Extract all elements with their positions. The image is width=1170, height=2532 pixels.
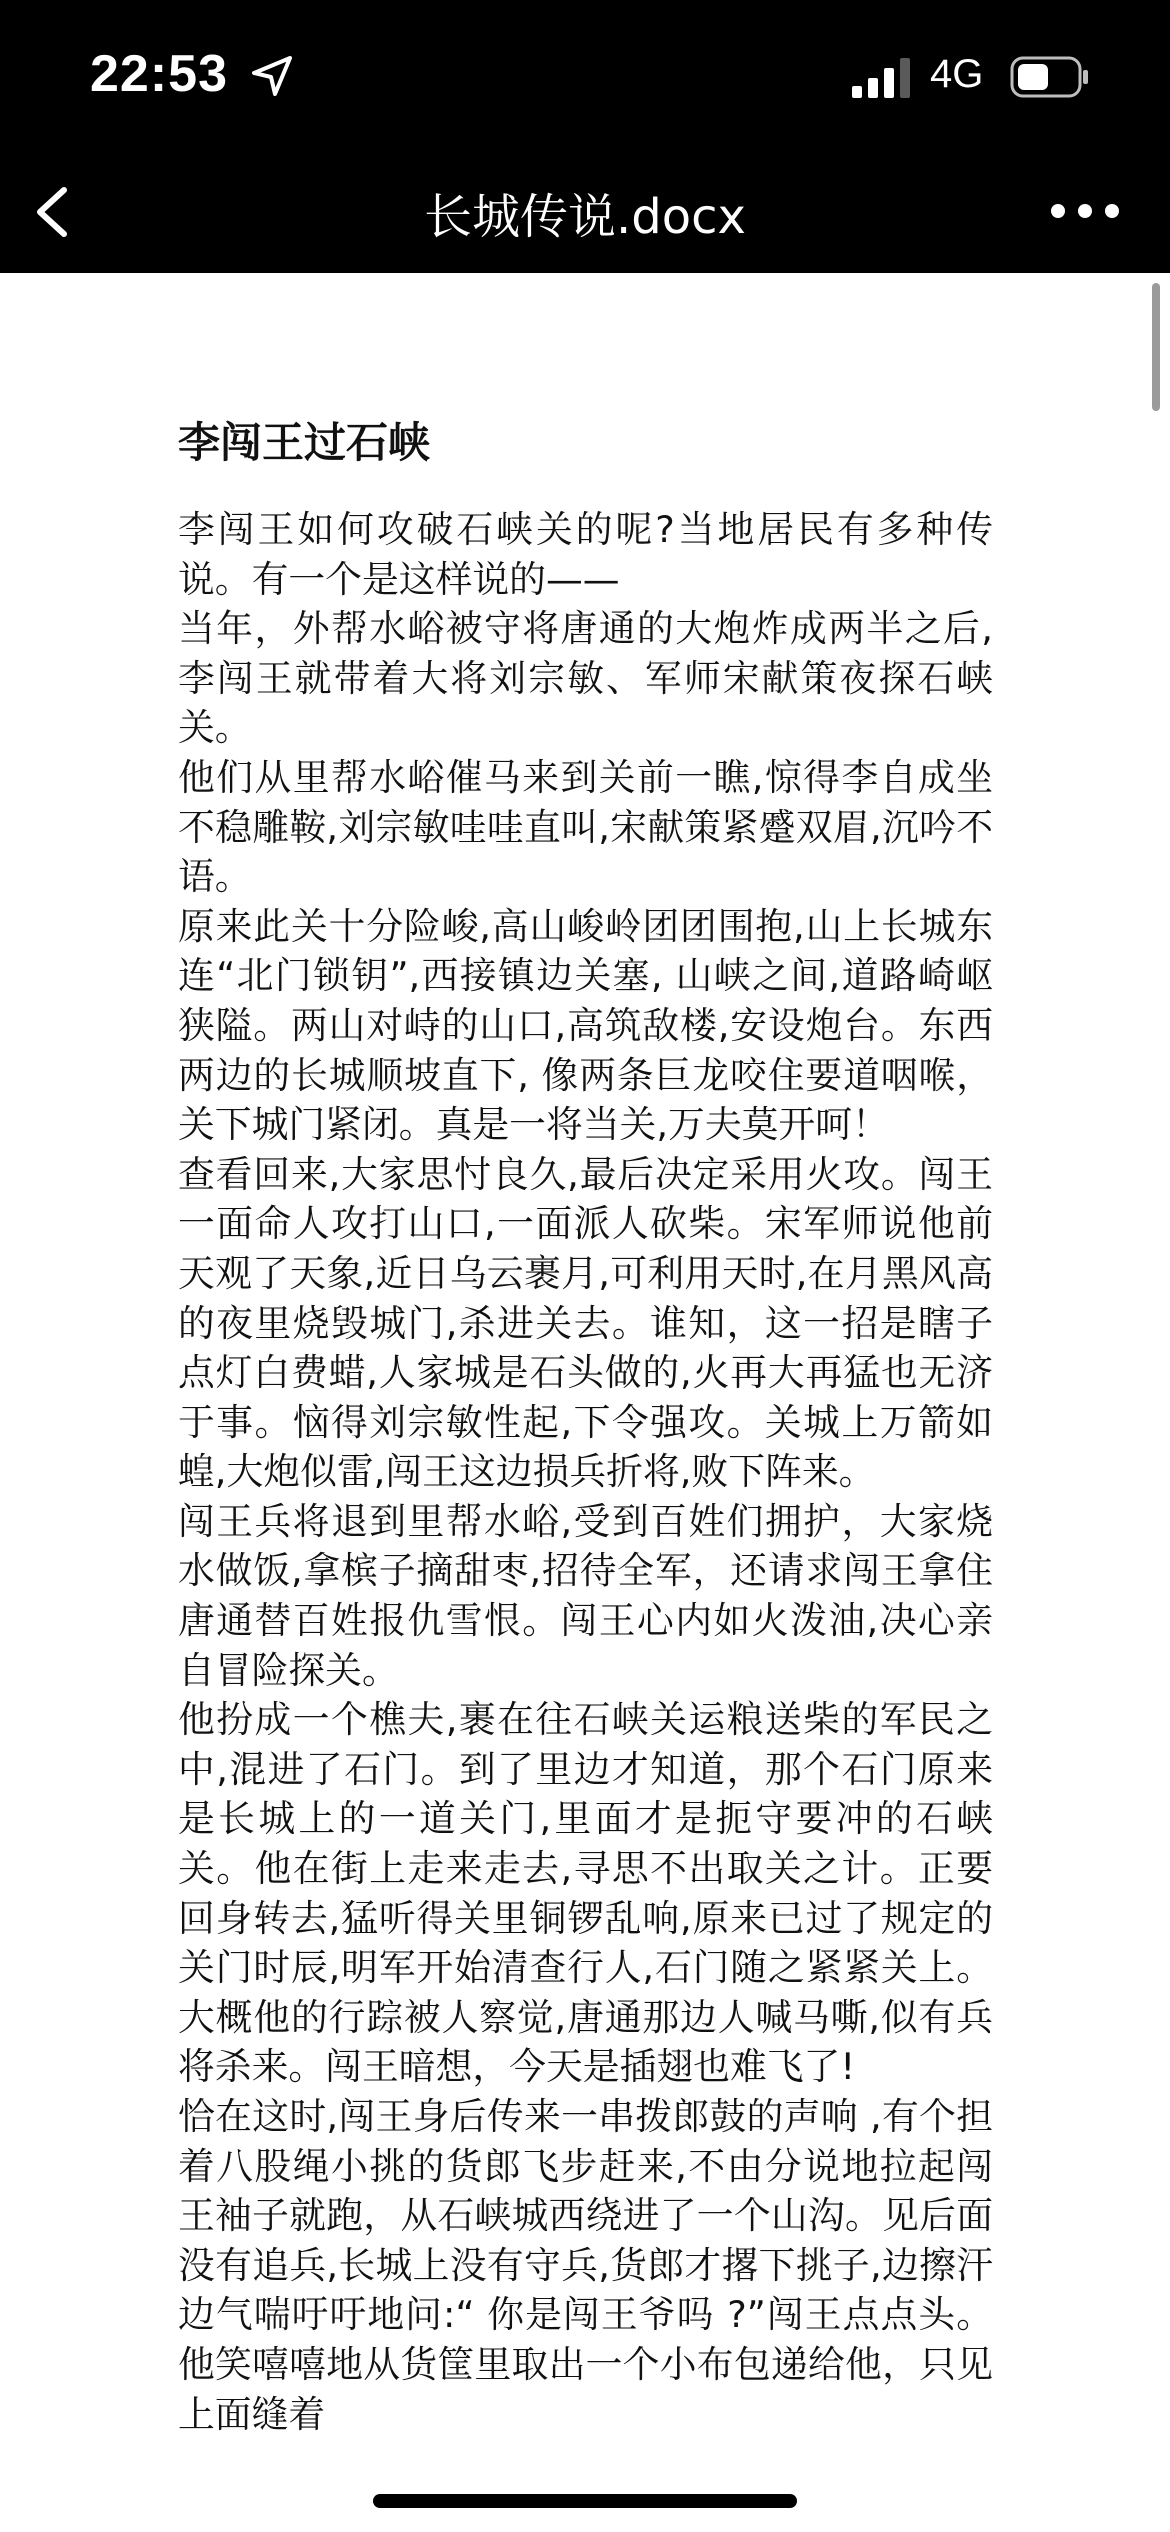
nav-bar: [0, 150, 1170, 273]
scrollbar-thumb[interactable]: [1152, 283, 1160, 411]
paragraph: 他们从里帮水峪催马来到关前一瞧,惊得李自成坐不稳雕鞍,刘宗敏哇哇直叫,宋献策紧蹙双眉,沉吟不语。: [178, 755, 993, 899]
status-bar: [0, 0, 1170, 150]
cellular-signal-icon: [852, 58, 914, 98]
paragraph: 原来此关十分险峻,高山峻岭团团围抱,山上长城东连“北门锁钥”,西接镇边关塞, 山峡之间,道路崎岖狭隘。两山对峙的山口,高筑敌楼,安设炮台。东西两边的长城顺坡直下, 像两条巨龙咬住要道咽喉，关下城门紧闭。真是一将当关,万夫莫开呵！: [178, 904, 993, 1147]
network-type: 4G: [930, 52, 984, 96]
paragraph: 他扮成一个樵夫,裹在往石峡关运粮送柴的军民之中,混进了石门。到了里边才知道，那个石门原来是长城上的一道关门,里面才是扼守要冲的石峡关。他在街上走来走去,寻思不出取关之计。正要回身转去,猛听得关里铜锣乱响,原来已过了规定的关门时辰,明军开始清查行人,石门随之紧紧关上。大概他的行踪被人察觉,唐通那边人喊马嘶,似有兵将杀来。闯王暗想，今天是插翅也难飞了!: [178, 1698, 993, 2089]
paragraph: 闯王兵将退到里帮水峪,受到百姓们拥护，大家烧水做饭,拿槟子摘甜枣,招待全军，还请求闯王拿住唐通替百姓报仇雪恨。闯王心内如火泼油,决心亲自冒险探关。: [178, 1499, 993, 1692]
document-viewer[interactable]: [0, 273, 1170, 2532]
document-title: 长城传说.docx: [424, 189, 746, 245]
document-heading: 李闯王过石峡: [178, 418, 431, 467]
paragraph: 查看回来,大家思忖良久,最后决定采用火攻。闯王一面命人攻打山口,一面派人砍柴。宋军师说他前天观了天象,近日乌云裹月,可利用天时,在月黑风高的夜里烧毁城门,杀进关去。谁知，这一招是瞎子点灯白费蜡,人家城是石头做的,火再大再猛也无济于事。恼得刘宗敏性起,下令强攻。关城上万箭如蝗,大炮似雷,闯王这边损兵折将,败下阵来。: [178, 1152, 993, 1494]
location-arrow-icon: [250, 54, 294, 98]
document-body: [178, 505, 993, 2439]
home-indicator[interactable]: [373, 2494, 797, 2508]
more-options-button[interactable]: [1040, 186, 1130, 236]
paragraph: 当年，外帮水峪被守将唐通的大炮炸成两半之后,李闯王就带着大将刘宗敏、军师宋献策夜探石峡关。: [178, 607, 993, 750]
battery-icon: [1010, 56, 1090, 98]
paragraph: 恰在这时,闯王身后传来一串拨郎鼓的声响 ,有个担着八股绳小挑的货郎飞步赶来,不由分说地拉起闯王袖子就跑，从石峡城西绕进了一个山沟。见后面没有追兵,长城上没有守兵,货郎才撂下挑子,边擦汗边气喘吁吁地问:“ 你是闯王爷吗 ?”闯王点点头。他笑嘻嘻地从货筐里取出一个小布包递给他，只见上面缝着: [178, 2095, 993, 2436]
status-time: 22:53: [90, 45, 228, 103]
paragraph: 李闯王如何攻破石峡关的呢?当地居民有多种传说。有一个是这样说的——: [178, 508, 993, 601]
